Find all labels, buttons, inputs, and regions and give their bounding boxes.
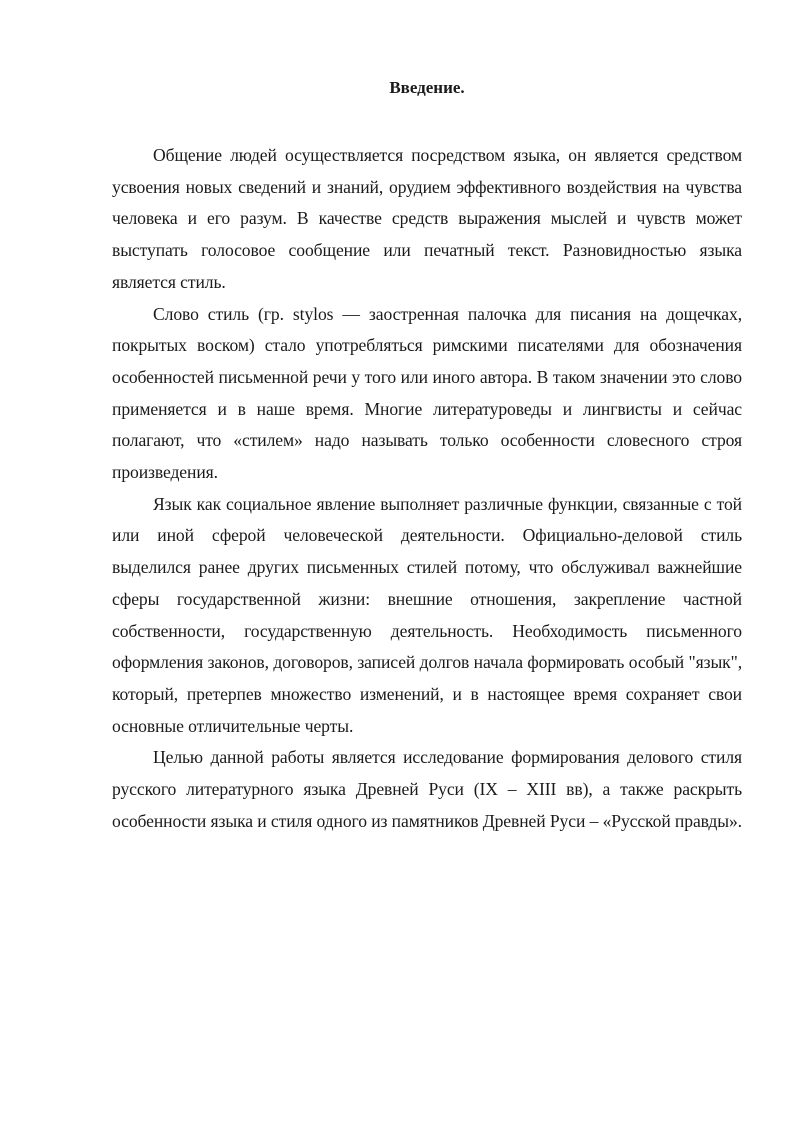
document-body xyxy=(112,140,742,837)
document-title: Введение. xyxy=(389,78,465,97)
document-content xyxy=(112,74,742,837)
paragraph-2: Слово стиль (гр. stylos — заостренная палочка для писания на дощечках, покрытых воском) стало употребляться римскими писателями для обозначения особенностей письменной речи у того или иного автора. В таком значении это слово применяется и в наше время. Многие литературоведы и лингвисты и сейчас полагают, что «стилем» надо называть только особенности словесного строя произведения. xyxy=(112,303,742,483)
paragraph-4: Целью данной работы является исследование формирования делового стиля русского литературного языка Древней Руси (IX – XIII вв), а также раскрыть особенности языка и стиля одного из памятников Древней Руси – «Русской правды». xyxy=(112,747,742,831)
paragraph-1: Общение людей осуществляется посредством языка, он является средством усвоения новых сведений и знаний, орудием эффективного воздействия на чувства человека и его разум. В качестве средств выражения мыслей и чувств может выступать голосовое сообщение или печатный текст. Разновидностью языка является стиль. xyxy=(112,145,742,292)
paragraph-3: Язык как социальное явление выполняет различные функции, связанные с той или иной сферой человеческой деятельности. Официально-деловой стиль выделился ранее других письменных стилей потому, что обслуживал важнейшие сферы государственной жизни: внешние отношения, закрепление частной собственности, государственную деятельность. Необходимость письменного оформления законов, договоров, записей долгов начала формировать особый "язык", который, претерпев множество изменений, и в настоящее время сохраняет свои основные отличительные черты. xyxy=(112,493,742,736)
